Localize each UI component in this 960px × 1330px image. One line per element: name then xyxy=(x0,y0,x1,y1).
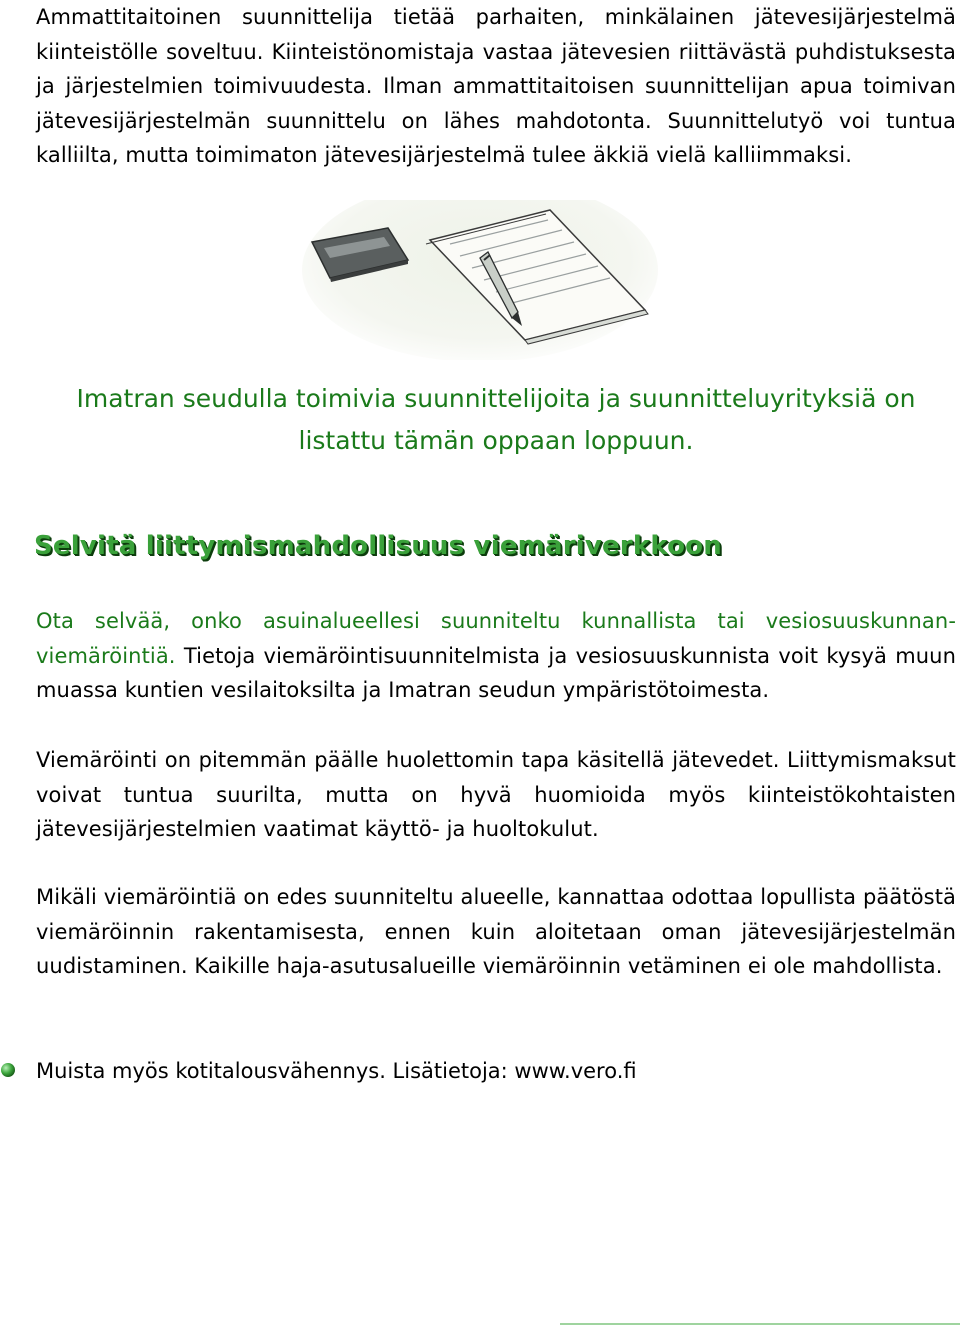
section-heading: Selvitä liittymismahdollisuus viemäriverkkoon xyxy=(34,531,722,561)
intro-paragraph: Ammattitaitoinen suunnittelija tietää parhaiten, minkälainen jätevesijärjestelmä kiinteistölle soveltuu. Kiinteistönomistaja vastaa jätevesien riittävästä puhdistuksesta ja järjestelmien toimivuudesta. Ilman ammattitaitoisen suunnittelijan apua toimivan jätevesijärjestelmän suunnittelu on lähes mahdotonta. Suunnittelutyö voi tuntua kalliilta, mutta toimimaton jätevesijärjestelmä tulee äkkiä vielä kalliimmaksi. xyxy=(36,5,956,167)
paragraph-2-highlight: Ota selvää, onko asuinalueellesi suunniteltu kunnallista tai vesiosuuskunnan-viemäröintiä. xyxy=(36,609,956,668)
green-disc-bullet-icon xyxy=(0,1062,16,1078)
bullet-item xyxy=(0,1054,960,1090)
bullet-text: Muista myös kotitalousvähennys. Lisätietoja: www.vero.fi xyxy=(36,1059,637,1083)
paragraph-2 xyxy=(36,604,956,708)
calculator-notepad-pen-illustration xyxy=(300,200,660,360)
paragraph-2-rest: Tietoja viemäröintisuunnitelmista ja vesiosuuskunnista voit kysyä muun muassa kuntien vesilaitoksilta ja Imatran seudun ympäristötoimesta. xyxy=(36,643,956,702)
footer-rule xyxy=(560,1323,960,1325)
callout-text: Imatran seudulla toimivia suunnittelijoita ja suunnitteluyrityksiä on listattu tämän oppaan loppuun. xyxy=(76,384,916,455)
paragraph-3: Viemäröinti on pitemmän päälle huolettomin tapa käsitellä jätevedet. Liittymismaksut voivat tuntua suurilta, mutta on hyvä huomioida myös kiinteistökohtaisten jätevesijärjestelmien vaatimat käyttö- ja huoltokulut. xyxy=(36,748,956,841)
paragraph-4: Mikäli viemäröintiä on edes suunniteltu alueelle, kannattaa odottaa lopullista päätöstä viemäröinnin rakentamisesta, ennen kuin aloitetaan oman jätevesijärjestelmän uudistaminen. Kaikille haja-asutusalueille viemäröinnin vetäminen ei ole mahdollista. xyxy=(36,885,956,978)
